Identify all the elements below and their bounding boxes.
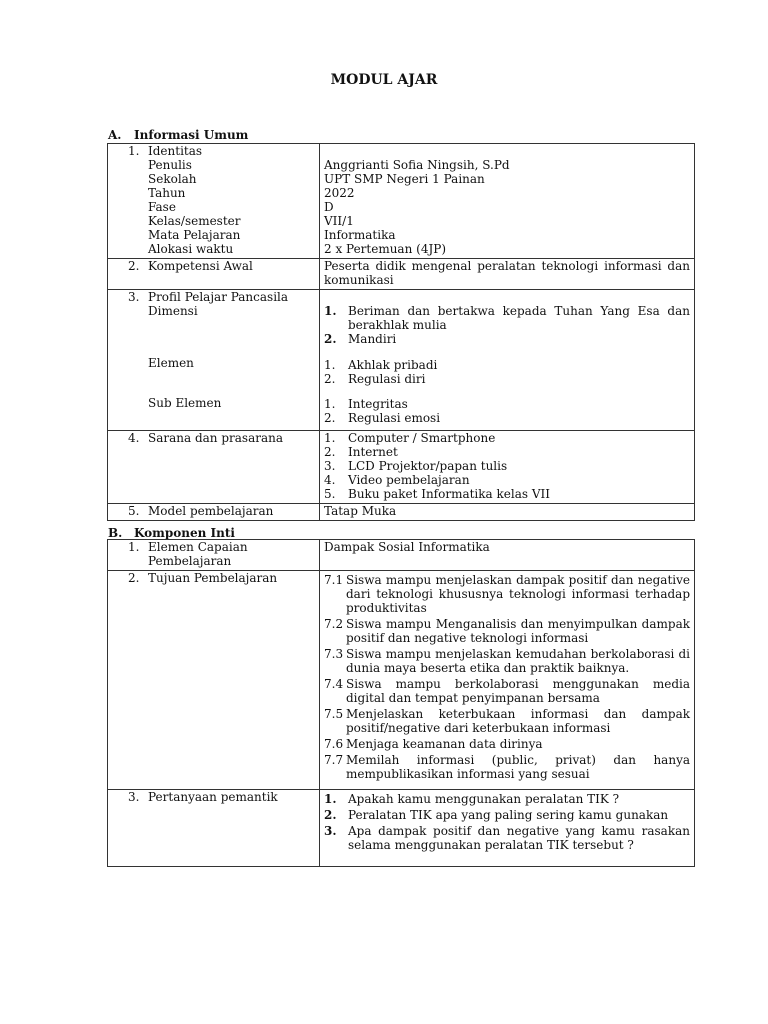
field-value: 2022 bbox=[324, 186, 355, 200]
sarana-value-cell bbox=[320, 431, 695, 504]
goal-item bbox=[324, 573, 690, 615]
item-number: 1. bbox=[324, 397, 336, 411]
profil-value-cell bbox=[320, 290, 695, 431]
kompetensi-number: 2. bbox=[128, 259, 140, 273]
profil-label-cell bbox=[108, 290, 320, 431]
list-item bbox=[324, 808, 690, 822]
item-text: Integritas bbox=[348, 397, 408, 411]
section-b-heading bbox=[108, 526, 235, 540]
profil-label: Profil Pelajar Pancasila bbox=[148, 290, 289, 304]
goal-number: 7.3 bbox=[324, 647, 344, 661]
sarana-list bbox=[324, 431, 690, 501]
dimensi-label: Dimensi bbox=[148, 304, 198, 318]
section-a-heading bbox=[108, 128, 248, 142]
model-label-cell bbox=[108, 504, 320, 521]
list-item bbox=[324, 431, 690, 445]
tujuan-number: 2. bbox=[128, 571, 140, 585]
item-number: 2. bbox=[324, 372, 336, 386]
item-text: Apakah kamu menggunakan peralatan TIK ? bbox=[348, 792, 620, 806]
goal-number: 7.7 bbox=[324, 753, 344, 767]
item-number: 1. bbox=[324, 792, 337, 806]
goal-text: Siswa mampu Menganalisis dan menyimpulkan dampak positif dan negative teknologi informasi bbox=[346, 617, 690, 645]
goal-item bbox=[324, 647, 690, 675]
sub-elemen-list bbox=[324, 397, 690, 425]
row-elemen-capaian bbox=[108, 540, 695, 571]
model-number: 5. bbox=[128, 504, 140, 518]
item-number: 1. bbox=[324, 431, 336, 445]
list-item bbox=[324, 459, 690, 473]
row-sarana-prasarana bbox=[108, 431, 695, 504]
item-text: Internet bbox=[348, 445, 398, 459]
kompetensi-value: Peserta didik mengenal peralatan teknologi informasi dan komunikasi bbox=[320, 259, 695, 290]
field-label: Penulis bbox=[148, 158, 192, 172]
goal-number: 7.1 bbox=[324, 573, 344, 587]
list-item bbox=[324, 358, 690, 372]
goal-item bbox=[324, 753, 690, 781]
field-value: D bbox=[324, 200, 334, 214]
section-b-title: Komponen Inti bbox=[134, 526, 235, 540]
tujuan-label: Tujuan Pembelajaran bbox=[148, 571, 278, 585]
row-tujuan-pembelajaran bbox=[108, 571, 695, 790]
identitas-value-cell bbox=[320, 144, 695, 259]
elemen-label: Elemen bbox=[148, 356, 194, 370]
goal-number: 7.5 bbox=[324, 707, 344, 721]
profil-number: 3. bbox=[128, 290, 140, 304]
item-text: Video pembelajaran bbox=[348, 473, 470, 487]
sub-elemen-label: Sub Elemen bbox=[148, 396, 222, 410]
item-text: Computer / Smartphone bbox=[348, 431, 496, 445]
elemen-cp-label: Elemen Capaian Pembelajaran bbox=[148, 540, 248, 568]
field-value: Informatika bbox=[324, 228, 396, 242]
item-number: 3. bbox=[324, 824, 337, 838]
model-value: Tatap Muka bbox=[320, 504, 695, 521]
list-item bbox=[324, 411, 690, 425]
list-item bbox=[324, 792, 690, 806]
item-text: LCD Projektor/papan tulis bbox=[348, 459, 508, 473]
field-label: Kelas/semester bbox=[148, 214, 241, 228]
goal-number: 7.4 bbox=[324, 677, 344, 691]
pertanyaan-label-cell bbox=[108, 790, 320, 867]
item-text: Beriman dan bertakwa kepada Tuhan Yang Esa dan berakhlak mulia bbox=[348, 304, 690, 332]
pertanyaan-label: Pertanyaan pemantik bbox=[148, 790, 278, 804]
kompetensi-label: Kompetensi Awal bbox=[148, 259, 253, 273]
field-label: Sekolah bbox=[148, 172, 197, 186]
item-number: 1. bbox=[324, 304, 337, 318]
item-number: 3. bbox=[324, 459, 336, 473]
elemen-cp-number: 1. bbox=[128, 540, 140, 554]
field-value: 2 x Pertemuan (4JP) bbox=[324, 242, 447, 256]
elemen-cp-label-cell bbox=[108, 540, 320, 571]
pertanyaan-number: 3. bbox=[128, 790, 140, 804]
list-item bbox=[324, 824, 690, 852]
item-text: Mandiri bbox=[348, 332, 397, 346]
pertanyaan-value-cell bbox=[320, 790, 695, 867]
row-kompetensi-awal bbox=[108, 259, 695, 290]
item-number: 4. bbox=[324, 473, 336, 487]
item-number: 2. bbox=[324, 445, 336, 459]
field-value: UPT SMP Negeri 1 Painan bbox=[324, 172, 485, 186]
goal-text: Siswa mampu berkolaborasi menggunakan media digital dan tempat penyimpanan bersama bbox=[346, 677, 690, 705]
field-label: Tahun bbox=[148, 186, 186, 200]
goal-item bbox=[324, 707, 690, 735]
item-number: 2. bbox=[324, 411, 336, 425]
section-b-letter: B. bbox=[108, 526, 123, 540]
goal-number: 7.2 bbox=[324, 617, 344, 631]
list-item bbox=[324, 332, 690, 346]
list-item bbox=[324, 445, 690, 459]
elemen-list bbox=[324, 358, 690, 386]
goal-text: Siswa mampu menjelaskan dampak positif dan negative dari teknologi khususnya teknologi informasi terhadap produktivitas bbox=[346, 573, 690, 615]
field-label: Alokasi waktu bbox=[148, 242, 234, 256]
identitas-number: 1. bbox=[128, 144, 140, 158]
goal-text: Menjaga keamanan data dirinya bbox=[346, 737, 543, 751]
sarana-label-cell bbox=[108, 431, 320, 504]
row-profil-pelajar bbox=[108, 290, 695, 431]
field-label: Mata Pelajaran bbox=[148, 228, 241, 242]
goal-item bbox=[324, 677, 690, 705]
sarana-number: 4. bbox=[128, 431, 140, 445]
informasi-umum-table bbox=[107, 143, 695, 521]
tujuan-label-cell bbox=[108, 571, 320, 790]
list-item bbox=[324, 372, 690, 386]
item-number: 2. bbox=[324, 332, 337, 346]
section-a-letter: A. bbox=[108, 128, 122, 142]
identitas-label-cell bbox=[108, 144, 320, 259]
field-value: Anggrianti Sofia Ningsih, S.Pd bbox=[324, 158, 510, 172]
sarana-label: Sarana dan prasarana bbox=[148, 431, 283, 445]
model-label: Model pembelajaran bbox=[148, 504, 274, 518]
row-model-pembelajaran bbox=[108, 504, 695, 521]
row-pertanyaan-pemantik bbox=[108, 790, 695, 867]
section-a-title: Informasi Umum bbox=[134, 128, 249, 142]
field-value: VII/1 bbox=[324, 214, 354, 228]
item-text: Buku paket Informatika kelas VII bbox=[348, 487, 550, 501]
list-item bbox=[324, 397, 690, 411]
dimensi-list bbox=[324, 304, 690, 346]
item-text: Apa dampak positif dan negative yang kamu rasakan selama menggunakan peralatan TIK tersebut ? bbox=[348, 824, 690, 852]
field-label: Fase bbox=[148, 200, 176, 214]
document-title: MODUL AJAR bbox=[330, 72, 438, 88]
item-number: 5. bbox=[324, 487, 336, 501]
item-number: 1. bbox=[324, 358, 336, 372]
item-text: Peralatan TIK apa yang paling sering kamu gunakan bbox=[348, 808, 669, 822]
item-text: Akhlak pribadi bbox=[348, 358, 438, 372]
item-text: Regulasi emosi bbox=[348, 411, 441, 425]
tujuan-value-cell bbox=[320, 571, 695, 790]
goal-item bbox=[324, 737, 690, 751]
goal-number: 7.6 bbox=[324, 737, 344, 751]
list-item bbox=[324, 304, 690, 332]
goal-item bbox=[324, 617, 690, 645]
identitas-label: Identitas bbox=[148, 144, 203, 158]
komponen-inti-table bbox=[107, 539, 695, 867]
goal-text: Siswa mampu menjelaskan kemudahan berkolaborasi di dunia maya beserta etika dan praktik baiknya. bbox=[346, 647, 690, 675]
pertanyaan-list bbox=[324, 792, 690, 852]
kompetensi-label-cell bbox=[108, 259, 320, 290]
row-identitas bbox=[108, 144, 695, 259]
elemen-cp-value: Dampak Sosial Informatika bbox=[320, 540, 695, 571]
item-number: 2. bbox=[324, 808, 337, 822]
goal-text: Memilah informasi (public, privat) dan hanya mempublikasikan informasi yang sesuai bbox=[346, 753, 690, 781]
item-text: Regulasi diri bbox=[348, 372, 426, 386]
goal-text: Menjelaskan keterbukaan informasi dan dampak positif/negative dari keterbukaan informasi bbox=[346, 707, 690, 735]
list-item bbox=[324, 487, 690, 501]
list-item bbox=[324, 473, 690, 487]
